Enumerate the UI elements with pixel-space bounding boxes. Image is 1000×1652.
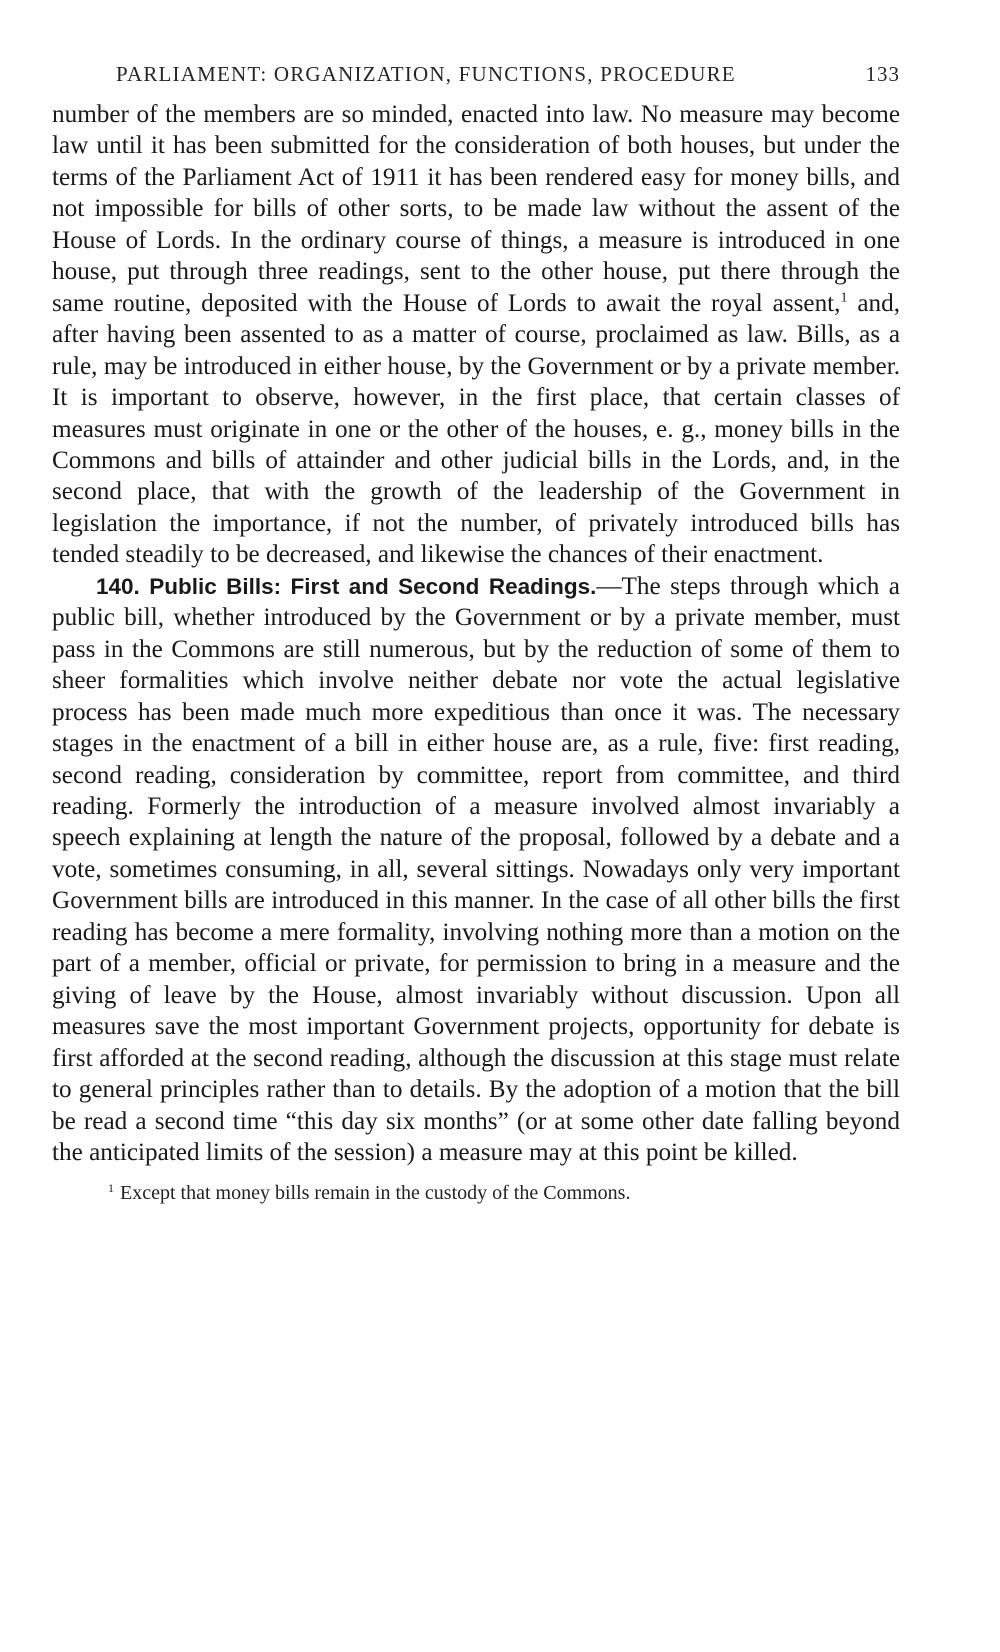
running-title: PARLIAMENT: ORGANIZATION, FUNCTIONS, PROCEDURE [116, 62, 736, 86]
footnote-marker: 1 [108, 1180, 114, 1195]
book-page [52, 62, 900, 1206]
section-body: —The steps through which a public bill, whether introduced by the Government or by a private member, must pass in the Commons are still numerous, but by the reduction of some of them to sheer formalities which involve neither debate nor vote the actual legislative process has been made much more expeditious than once it was. The necessary stages in the enactment of a bill in either house are, as a rule, five: first reading, second reading, consideration by committee, report from committee, and third reading. Formerly the introduction of a measure involved almost invariably a speech explaining at length the nature of the proposal, followed by a debate and a vote, sometimes consuming, in all, several sittings. Nowadays only very important Government bills are introduced in this manner. In the case of all other bills the first reading has become a mere formality, involving nothing more than a motion on the part of a member, official or private, for permission to bring in a measure and the giving of leave by the House, almost invariably without discussion. Upon all measures save the most important Government projects, opportunity for debate is first afforded at the second reading, although the discussion at this stage must relate to general principles rather than to details. By the adoption of a motion that the bill be read a second time “this day six months” (or at some other date falling beyond the anticipated limits of the session) a measure may at this point be killed. [52, 572, 900, 1166]
section-heading: 140. Public Bills: First and Second Readings. [96, 573, 597, 599]
running-header [116, 62, 900, 87]
body-text [52, 99, 900, 1168]
page-number: 133 [865, 62, 900, 86]
paragraph-continued [52, 99, 900, 571]
footnote-text: Except that money bills remain in the custody of the Commons. [120, 1182, 631, 1205]
footnote-reference: 1 [840, 290, 848, 306]
paragraph-text-part-2: and, after having been assented to as a matter of course, proclaimed as law. Bills, as a rule, may be introduced in either house, by the Government or by a private member. It is important to observe, however, in the first place, that certain classes of measures must originate in one or the other of the houses, e. g., money bills in the Commons and bills of attainder and other judicial bills in the Lords, and, in the second place, that with the growth of the leadership of the Government in legislation the importance, if not the number, of privately introduced bills has tended steadily to be decreased, and likewise the chances of their enactment. [52, 289, 900, 569]
paragraph-text-part-1: number of the members are so minded, enacted into law. No measure may become law until it has been submitted for the consideration of both houses, but under the terms of the Parliament Act of 1911 it has been rendered easy for money bills, and not impossible for bills of other sorts, to be made law without the assent of the House of Lords. In the ordinary course of things, a measure is introduced in one house, put through three readings, sent to the other house, put there through the same routine, deposited with the House of Lords to await the royal assent, [52, 101, 900, 317]
section-140-paragraph [52, 571, 900, 1169]
footnote [108, 1180, 900, 1206]
